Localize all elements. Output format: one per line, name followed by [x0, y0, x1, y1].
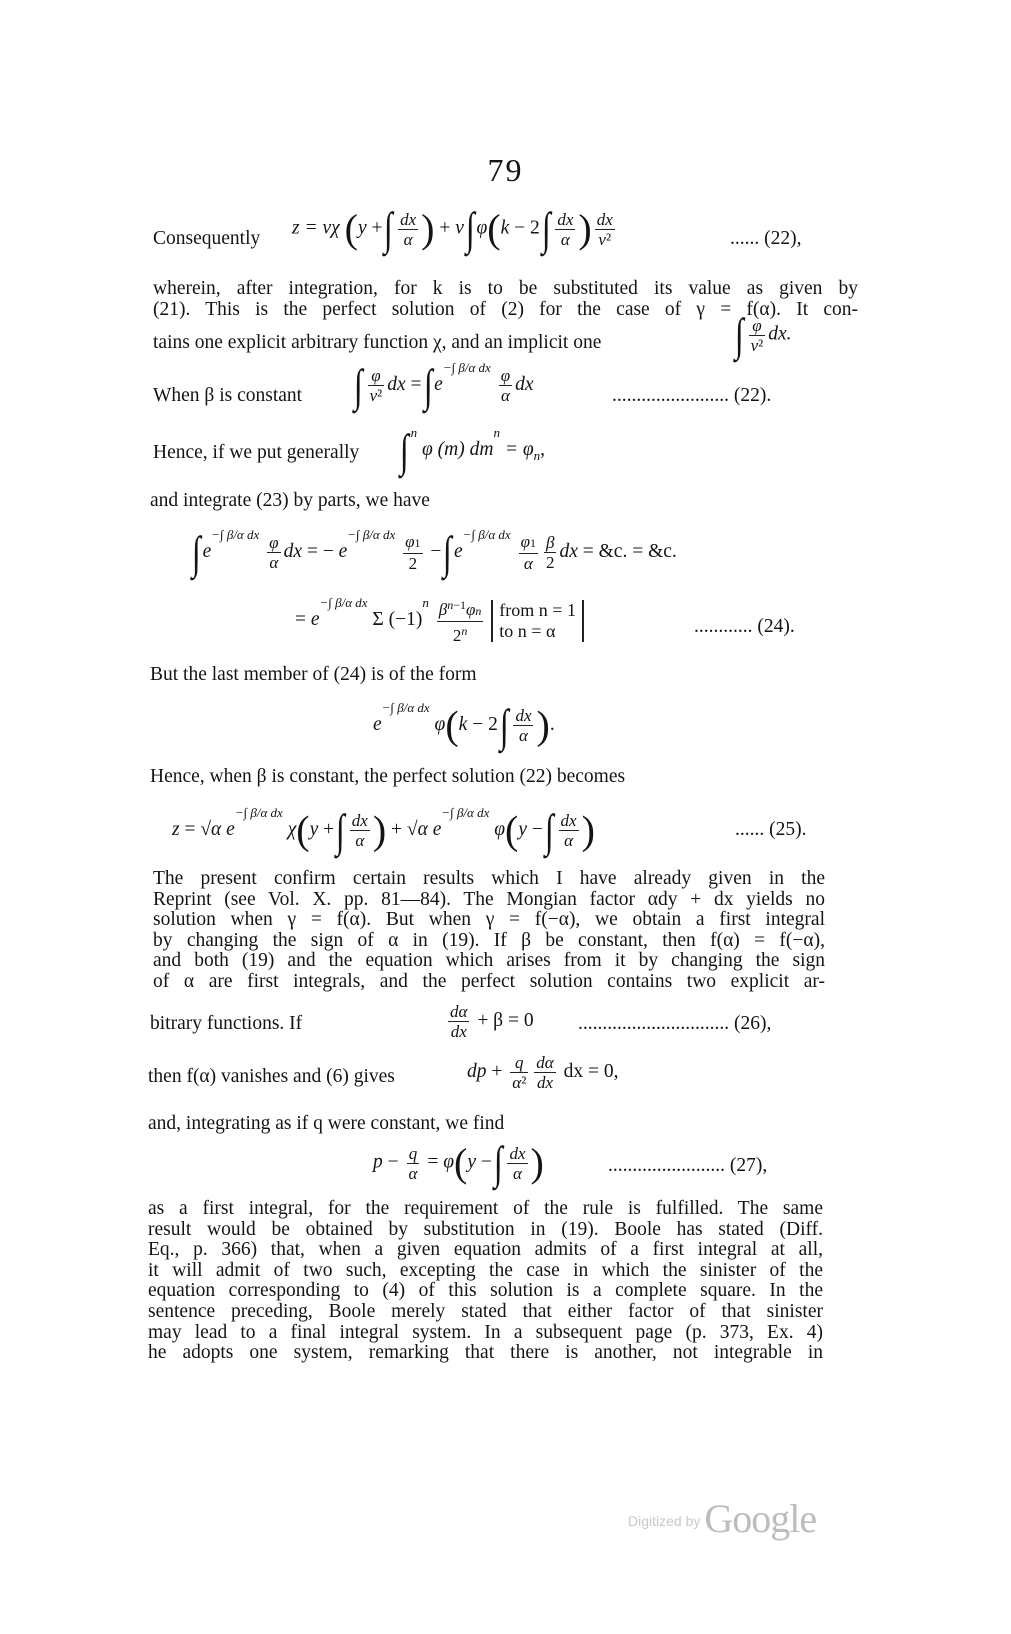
eq27-number: ........................ (27),	[608, 1155, 768, 1176]
eq26-lead: bitrary functions. If	[150, 1013, 303, 1034]
equation-22-first: z = vχ (y +∫ $\frac{dx}{\alpha}$ ) + v∫φ(k − 2∫ $\frac{dx}{\alpha}$ ) $\frac{dx}{\text{v²}}$	[292, 203, 613, 254]
eq26-rhs: + β = 0	[477, 1009, 534, 1031]
paragraph-3-line-3: Eq., p. 366) that, when a given equation admits of a first integral at all,	[148, 1239, 823, 1261]
eq24-bracket-bottom: to n = α	[499, 620, 556, 641]
paragraph-3-line-1: as a first integral, for the requirement of the rule is fulfilled. The same	[148, 1198, 823, 1219]
equation-23: ∫ $^n$ φ (m) $dm^n = \varphi_n$,	[399, 424, 546, 476]
implicit-integral: ∫ $\frac{\varphi}{\text{v²}}$ dx.	[734, 309, 792, 360]
equation-24: = $e^{-\int \beta/\alpha dx}$ Σ $(-1)^n$ $\frac{\beta^{n-1}\varphi n}{2^n}$ from n = 1 to n = α	[295, 595, 584, 645]
equation-22-second: ∫ $\frac{\varphi}{\text{v²}}$ dx $=\int e^{-\int \beta/\alpha dx}$ $\frac{\varphi}{\alpha}$ dx	[353, 359, 534, 411]
eq23-rhs: = φ	[504, 439, 534, 460]
eq25-number: ...... (25).	[735, 819, 807, 840]
digitized-by-google-watermark	[628, 1495, 816, 1542]
paragraph-1-line-2: (21). This is the perfect solution of (2) for the case of γ = f(α). It con-	[153, 299, 858, 320]
paragraph-3-line-5: equation corresponding to (4) of this solution is a complete square. In the	[148, 1280, 823, 1302]
paragraph-2-line-6: of α are first integrals, and the perfect solution contains two explicit ar-	[153, 970, 825, 992]
equation-form: $e^{-\int \beta/\alpha dx}$ φ(k − 2∫ $\frac{dx}{\alpha}$ ).	[373, 699, 555, 751]
paragraph-2-line-5: and both (19) and the equation which arises from it by changing the sign	[153, 950, 825, 972]
paragraph-2-line-1: The present confirm certain results which I have already given in the	[153, 868, 825, 889]
eq22-lhs: z = vχ	[292, 217, 340, 239]
eq6-tail: dx = 0,	[563, 1060, 619, 1082]
paragraph-3-line-4: it will admit of two such, excepting the case in which the sinister of the	[148, 1259, 823, 1281]
paragraph-3-line-6: sentence preceding, Boole merely stated that either factor of that sinister	[148, 1300, 823, 1322]
paragraph-3-line-8: he adopts one system, remarking that there is another, not integrable in	[148, 1342, 823, 1364]
paragraph-3-line-2: result would be obtained by substitution in (19). Boole has stated (Diff.	[148, 1218, 823, 1240]
equation-25: z = √α $e^{-\int \beta/\alpha dx}$ χ(y +∫ $\frac{dx}{\alpha}$ ) + √α $e^{-\int \beta/\alpha dx}$ φ(y −∫ $\frac{dx}{\alpha}$ )	[172, 804, 595, 856]
eq22b-number: ........................ (22).	[612, 385, 772, 406]
eq26-number: ............................... (26),	[578, 1013, 772, 1034]
eq22b-lead: When β is constant	[153, 385, 303, 406]
eq24-number: ............ (24).	[694, 616, 795, 637]
equation-6-result: dp + $\frac{q}{\text{α²}}$ $\frac{d\alpha}{dx}$ dx = 0,	[467, 1053, 619, 1092]
paragraph-2-line-3: solution when γ = f(α). But when γ = f(−α), we obtain a first integral	[153, 909, 825, 931]
eq-parts-tail: = &c. = &c.	[582, 541, 677, 562]
put-generally-lead: Hence, if we put generally	[153, 442, 360, 463]
eq22-lead: Consequently	[153, 228, 261, 249]
paragraph-1-line-3: tains one explicit arbitrary function χ, and an implicit one	[153, 332, 602, 353]
eq6-lead: then f(α) vanishes and (6) gives	[148, 1066, 395, 1087]
paragraph-2-line-4: by changing the sign of α in (19). If β be constant, then f(α) = f(−α),	[153, 929, 825, 951]
paragraph-1-line-1: wherein, after integration, for k is to be substituted its value as given by	[153, 278, 858, 299]
integrate-by-parts: and integrate (23) by parts, we have	[150, 490, 430, 511]
equation-26: $\frac{d\alpha}{dx}$ + β = 0	[450, 1002, 534, 1041]
google-logo: Google	[704, 1496, 817, 1541]
integrating-constant: and, integrating as if q were constant, we find	[148, 1113, 505, 1134]
page-number: 79	[487, 152, 524, 188]
last-member: But the last member of (24) is of the form	[150, 664, 477, 685]
eq23-integrand: φ (m) dm	[421, 439, 494, 460]
paragraph-2	[153, 869, 825, 993]
eq24-sum: Σ (−1)	[372, 609, 423, 630]
equation-27: p − $\frac{q}{\alpha}$ = φ(y −∫ $\frac{dx}{\alpha}$ )	[373, 1137, 544, 1188]
paragraph-2-line-2: Reprint (see Vol. X. pp. 81—84). The Mongian factor αdy + dx yields no	[153, 888, 825, 910]
paragraph-3	[148, 1199, 823, 1364]
hence-beta: Hence, when β is constant, the perfect solution (22) becomes	[150, 766, 626, 787]
equation-by-parts: $\int e^{-\int \beta/\alpha dx}$ $\frac{\varphi}{\alpha}$ dx = − $e^{-\int \beta/\alpha dx}$ $\frac{\varphi 1}{2}$ $-\int e^{-\int \beta/\alpha dx}$ $\frac{\varphi 1}{\alpha}$ $\frac{\beta}{2}$ dx = &c. = &c.	[191, 526, 677, 578]
eq22-number: ...... (22),	[730, 228, 802, 249]
eq24-bracket-top: from n = 1	[499, 599, 576, 620]
paragraph-3-line-7: may lead to a final integral system. In a subsequent page (p. 373, Ex. 4)	[148, 1321, 823, 1343]
digitized-by-label: Digitized by	[628, 1513, 701, 1529]
